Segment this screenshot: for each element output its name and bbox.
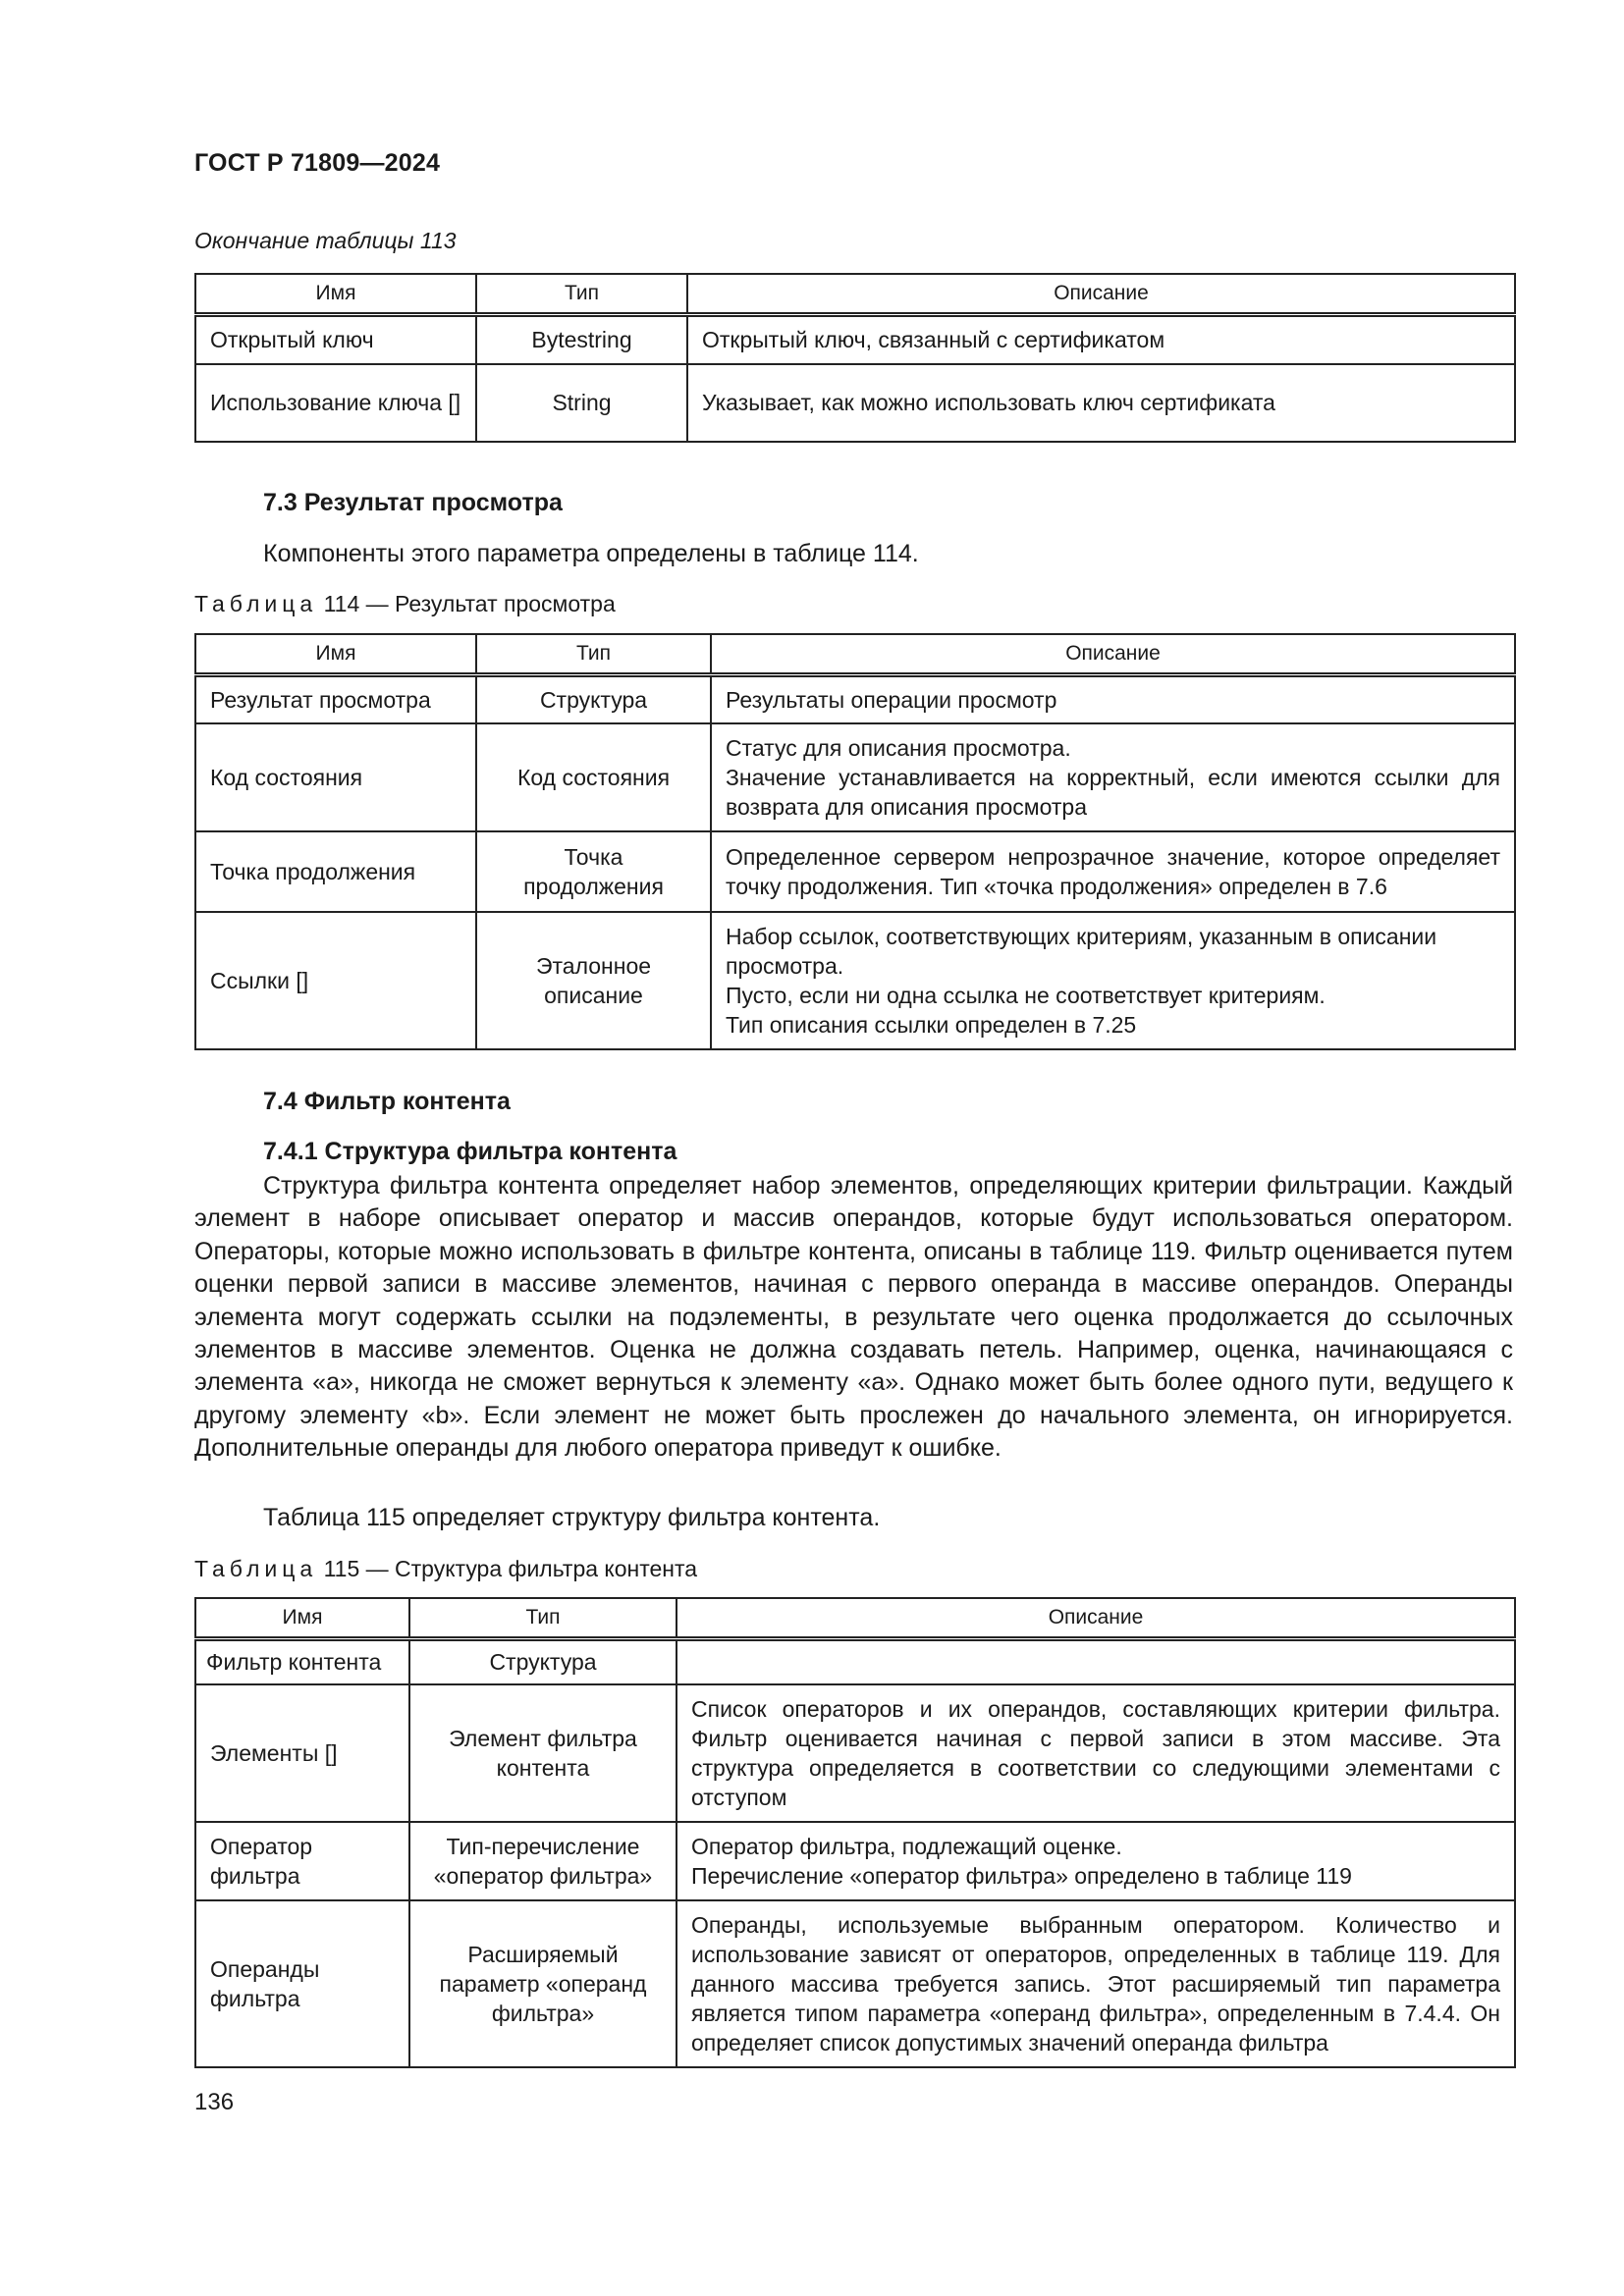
type-cell: Тип-перечисление «оператор фильтра» — [409, 1822, 677, 1900]
header-cell: Тип — [476, 274, 687, 315]
header-cell: Имя — [195, 634, 476, 675]
table-row — [195, 1639, 1515, 1684]
description-cell: Указывает, как можно использовать ключ сертификата — [687, 364, 1515, 442]
paragraph-text: Структура фильтра контента определяет набор элементов, определяющих критерии фильтрации. Каждый элемент в наборе описывает оператор и массив операндов, которые будут использоваться оператором. Операторы, которые можно использовать в фильтре контента, описаны в таблице 119. Фильтр оценивается путем оценки первой записи в массиве элементов, начиная с первого операнда в массиве операндов. Операнды элемента могут содержать ссылки на подэлементы, в результате чего оценка продолжается до ссылочных элементов в массиве элементов. Оценка не должна создавать петель. Например, оценка, начинающаяся с элемента «a», никогда не сможет вернуться к элементу «a». Однако может быть более одного пути, ведущего к другому элементу «b». Если элемент не может быть прослежен до начального элемента, он игнорируется. Дополнительные операнды для любого оператора приведут к ошибке. — [194, 1172, 1513, 1463]
name-cell: Фильтр контента — [195, 1639, 409, 1684]
caption-text: 114 — Результат просмотра — [323, 591, 616, 616]
table-row — [195, 364, 1515, 442]
table-header-row — [195, 274, 1515, 315]
table-114 — [194, 633, 1516, 1050]
description-cell: Результаты операции просмотр — [711, 675, 1515, 723]
description-cell — [677, 1639, 1515, 1684]
table-header-row — [195, 634, 1515, 675]
section-7-4-1-heading: 7.4.1 Структура фильтра контента — [263, 1138, 677, 1165]
description-cell: Список операторов и их операндов, составляющих критерии фильтра. Фильтр оценивается начиная с первой записи в этом массиве. Эта структура определяется в соответствии со следующими элементами с отступом — [677, 1684, 1515, 1822]
header-cell: Имя — [195, 1598, 409, 1639]
table-row — [195, 831, 1515, 912]
description-cell: Операнды, используемые выбранным оператором. Количество и использование зависят от операторов, определенных в таблице 119. Для данного массива требуется запись. Этот расширяемый тип параметра является типом параметра «операнд фильтра», определенным в 7.4.4. Он определяет список допустимых значений операнда фильтра — [677, 1900, 1515, 2067]
type-cell: Расширяемый параметр «операнд фильтра» — [409, 1900, 677, 2067]
table-row — [195, 912, 1515, 1049]
section-7-4-heading: 7.4 Фильтр контента — [263, 1088, 511, 1115]
table-row — [195, 1822, 1515, 1900]
name-cell: Элементы [] — [195, 1684, 409, 1822]
table114-caption — [194, 591, 616, 617]
type-cell: Эталонное описание — [476, 912, 711, 1049]
description-cell: Статус для описания просмотра. Значение устанавливается на корректный, если имеются ссылки для возврата для описания просмотра — [711, 723, 1515, 831]
type-cell: Элемент фильтра контента — [409, 1684, 677, 1822]
description-cell: Набор ссылок, соответствующих критериям, указанным в описании просмотра. Пусто, если ни одна ссылка не соответствует критериям. Тип описания ссылки определен в 7.25 — [711, 912, 1515, 1049]
header-cell: Тип — [476, 634, 711, 675]
header-cell: Описание — [677, 1598, 1515, 1639]
type-cell: Структура — [476, 675, 711, 723]
table-row — [195, 1684, 1515, 1822]
table-115 — [194, 1597, 1516, 2068]
description-cell: Оператор фильтра, подлежащий оценке. Перечисление «оператор фильтра» определено в таблице 119 — [677, 1822, 1515, 1900]
name-cell: Точка продолжения — [195, 831, 476, 912]
page-number: 136 — [194, 2089, 235, 2115]
name-cell: Операнды фильтра — [195, 1900, 409, 2067]
name-cell: Результат просмотра — [195, 675, 476, 723]
standard-header: ГОСТ Р 71809—2024 — [194, 149, 441, 177]
name-cell: Открытый ключ — [195, 315, 476, 364]
section-7-3-intro: Компоненты этого параметра определены в таблице 114. — [263, 540, 919, 567]
description-cell: Открытый ключ, связанный с сертификатом — [687, 315, 1515, 364]
table-113 — [194, 273, 1516, 443]
type-cell: Код состояния — [476, 723, 711, 831]
header-cell: Описание — [687, 274, 1515, 315]
table115-reference: Таблица 115 определяет структуру фильтра контента. — [263, 1504, 881, 1531]
table-row — [195, 315, 1515, 364]
name-cell: Код состояния — [195, 723, 476, 831]
type-cell: Bytestring — [476, 315, 687, 364]
description-cell: Определенное сервером непрозрачное значение, которое определяет точку продолжения. Тип «точка продолжения» определен в 7.6 — [711, 831, 1515, 912]
caption-prefix: Таблица — [194, 1556, 318, 1581]
table115-caption — [194, 1556, 697, 1582]
header-cell: Описание — [711, 634, 1515, 675]
name-cell: Использование ключа [] — [195, 364, 476, 442]
type-cell: Точка продолжения — [476, 831, 711, 912]
name-cell: Оператор фильтра — [195, 1822, 409, 1900]
header-cell: Тип — [409, 1598, 677, 1639]
section-7-3-heading: 7.3 Результат просмотра — [263, 489, 563, 516]
table-row — [195, 1900, 1515, 2067]
table-row — [195, 723, 1515, 831]
name-cell: Ссылки [] — [195, 912, 476, 1049]
table113-continuation-caption: Окончание таблицы 113 — [194, 228, 457, 253]
caption-prefix: Таблица — [194, 591, 318, 616]
type-cell: String — [476, 364, 687, 442]
type-cell: Структура — [409, 1639, 677, 1684]
section-7-4-1-paragraph — [194, 1170, 1513, 1466]
table-row — [195, 675, 1515, 723]
caption-text: 115 — Структура фильтра контента — [323, 1556, 698, 1581]
table-header-row — [195, 1598, 1515, 1639]
header-cell: Имя — [195, 274, 476, 315]
